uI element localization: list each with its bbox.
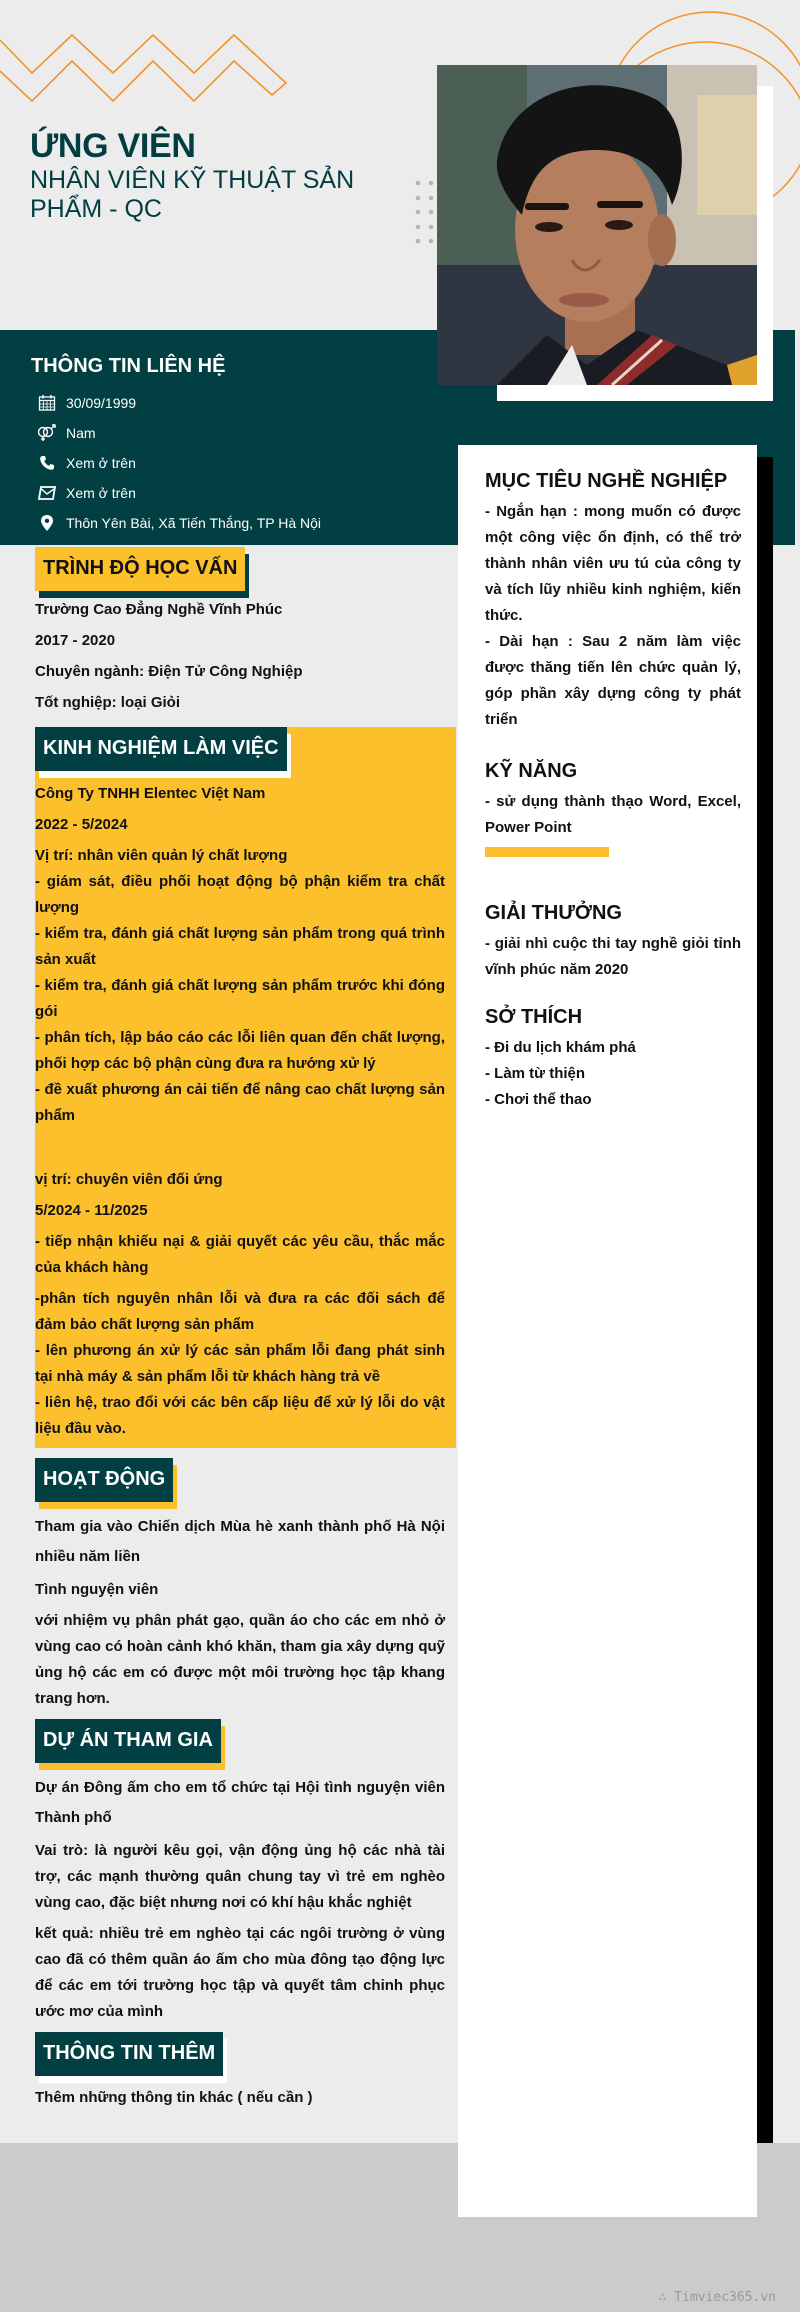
education-period: 2017 - 2020: [35, 632, 116, 649]
birthdate-value: 30/09/1999: [66, 395, 137, 411]
projects-heading: [35, 1719, 221, 1763]
phone-icon: [36, 454, 58, 472]
experience-section: [35, 781, 445, 1442]
objective-short-term: - Ngắn hạn : mong muốn có được một công việc ổn định, có thể trở thành nhân viên ưu tú của công ty và tích lũy nhiều kinh nghiệm, kiến thức.: [485, 503, 741, 624]
job-position: vị trí: chuyên viên đối ứng: [35, 1171, 223, 1188]
activity-description: với nhiệm vụ phân phát gạo, quần áo cho các em nhỏ ở vùng cao có hoàn cảnh khó khăn, tham gia xây dựng quỹ ủng hộ các em có được một môi trường học tập khang trang hơn.: [35, 1612, 445, 1707]
hobby-item: - Làm từ thiện: [485, 1065, 586, 1082]
skills-title: KỸ NĂNG: [485, 760, 578, 782]
experience-heading: [35, 727, 287, 771]
hobby-item: - Đi du lịch khám phá: [485, 1039, 636, 1056]
objective-title: MỤC TIÊU NGHỀ NGHIỆP: [485, 470, 728, 492]
address-value: Thôn Yên Bài, Xã Tiến Thắng, TP Hà Nội: [66, 515, 322, 531]
card-bottom-overlay: [458, 2143, 757, 2217]
awards-title: GIẢI THƯỞNG: [485, 902, 622, 924]
job-duty: - lên phương án xử lý các sản phẩm lỗi đang phát sinh tại nhà máy & sản phẩm lỗi từ khách hàng trả về: [35, 1342, 445, 1385]
education-graduation: Tốt nghiệp: loại Giỏi: [35, 694, 180, 711]
education-title: TRÌNH ĐỘ HỌC VẤN: [35, 547, 245, 591]
project-result: kết quả: nhiều trẻ em nghèo tại các ngôi trường ở vùng cao đã có thêm quần áo ấm cho mùa đông tạo động lực để các em tới trường học tập và quyết tâm chinh phục ước mơ của mình: [35, 1925, 445, 2020]
zigzag-decoration: [0, 28, 300, 108]
candidate-title: ỨNG VIÊN: [30, 127, 196, 165]
hobbies-section: [485, 1003, 741, 1113]
hobby-item: - Chơi thể thao: [485, 1091, 592, 1108]
watermark: ∴ Timviec365.vn: [658, 2290, 776, 2305]
activity-role: Tình nguyện viên: [35, 1581, 159, 1598]
job-duty: - phân tích, lập báo cáo các lỗi liên quan đến chất lượng, phối hợp các bộ phận cùng đưa ra hướng xử lý: [35, 1029, 445, 1072]
project-name: Dự án Đông ấm cho em tổ chức tại Hội tình nguyện viên Thành phố: [35, 1779, 445, 1826]
job-period: 5/2024 - 11/2025: [35, 1202, 148, 1219]
email-value: Xem ở trên: [66, 485, 136, 501]
company-name: Công Ty TNHH Elentec Việt Nam: [35, 785, 266, 802]
job-duty: - đề xuất phương án cải tiến để nâng cao chất lượng sản phẩm: [35, 1081, 445, 1124]
experience-title: KINH NGHIỆM LÀM VIỆC: [35, 727, 287, 771]
contact-phone: [36, 448, 321, 478]
additional-section: [35, 2085, 445, 2111]
job-position: Vị trí: nhân viên quản lý chất lượng: [35, 847, 288, 864]
additional-text: Thêm những thông tin khác ( nếu cần ): [35, 2089, 313, 2106]
additional-heading: [35, 2032, 223, 2076]
job-duty: - giám sát, điều phối hoạt động bộ phận kiểm tra chất lượng: [35, 873, 445, 916]
contact-list: [36, 388, 321, 538]
job-duty: - liên hệ, trao đổi với các bên cấp liệu để xử lý lỗi do vật liệu đầu vào.: [35, 1394, 445, 1437]
job-position: NHÂN VIÊN KỸ THUẬT SẢN PHẨM - QC: [30, 166, 355, 223]
activities-title: HOẠT ĐỘNG: [35, 1458, 173, 1502]
email-icon: [36, 484, 58, 502]
contact-birthdate: [36, 388, 321, 418]
skill-level-bar: [485, 847, 609, 857]
projects-title: DỰ ÁN THAM GIA: [35, 1719, 221, 1763]
gender-value: Nam: [66, 425, 96, 441]
location-icon: [36, 514, 58, 532]
gender-icon: [36, 424, 58, 442]
portrait-photo: [437, 65, 757, 385]
phone-value: Xem ở trên: [66, 455, 136, 471]
project-role: Vai trò: là người kêu gọi, vận động ủng hộ các nhà tài trợ, các mạnh thường quân chung tay vì trẻ em nghèo vùng cao, đặc biệt nhưng nơi có khí hậu khắc nghiệt: [35, 1842, 445, 1911]
education-heading: [35, 547, 245, 591]
calendar-icon: [36, 394, 58, 412]
job-duty: - tiếp nhận khiếu nại & giải quyết các yêu cầu, thắc mắc của khách hàng: [35, 1233, 445, 1276]
contact-gender: [36, 418, 321, 448]
education-school: Trường Cao Đẳng Nghề Vĩnh Phúc: [35, 601, 283, 618]
projects-section: [35, 1773, 445, 2025]
job-duty: - kiểm tra, đánh giá chất lượng sản phẩm trong quá trình sản xuất: [35, 925, 445, 968]
activity-event: Tham gia vào Chiến dịch Mùa hè xanh thành phố Hà Nội nhiều năm liền: [35, 1518, 445, 1565]
awards-section: [485, 899, 741, 983]
experience-period: 2022 - 5/2024: [35, 816, 128, 833]
job-duty: -phân tích nguyên nhân lỗi và đưa ra các đối sách để đảm bảo chất lượng sản phẩm: [35, 1290, 445, 1333]
contact-section-title: THÔNG TIN LIÊN HỆ: [31, 355, 226, 377]
contact-email: [36, 478, 321, 508]
skill-item: - sử dụng thành thạo Word, Excel, Power Point: [485, 793, 741, 836]
contact-address: [36, 508, 321, 538]
award-item: - giải nhì cuộc thi tay nghề giỏi tỉnh vĩnh phúc năm 2020: [485, 935, 741, 978]
additional-title: THÔNG TIN THÊM: [35, 2032, 223, 2076]
skills-section: [485, 757, 741, 857]
objective-long-term: - Dài hạn : Sau 2 năm làm việc được thăng tiến lên chức quản lý, góp phần xây dựng công ty phát triển: [485, 633, 741, 728]
activities-section: [35, 1512, 445, 1712]
right-column-card: [458, 445, 757, 2217]
hobbies-title: SỞ THÍCH: [485, 1006, 583, 1028]
job-duty: - kiểm tra, đánh giá chất lượng sản phẩm trước khi đóng gói: [35, 977, 445, 1020]
objective-section: [485, 467, 741, 733]
education-major: Chuyên ngành: Điện Tử Công Nghiệp: [35, 663, 303, 680]
education-section: [35, 597, 445, 716]
activities-heading: [35, 1458, 173, 1502]
